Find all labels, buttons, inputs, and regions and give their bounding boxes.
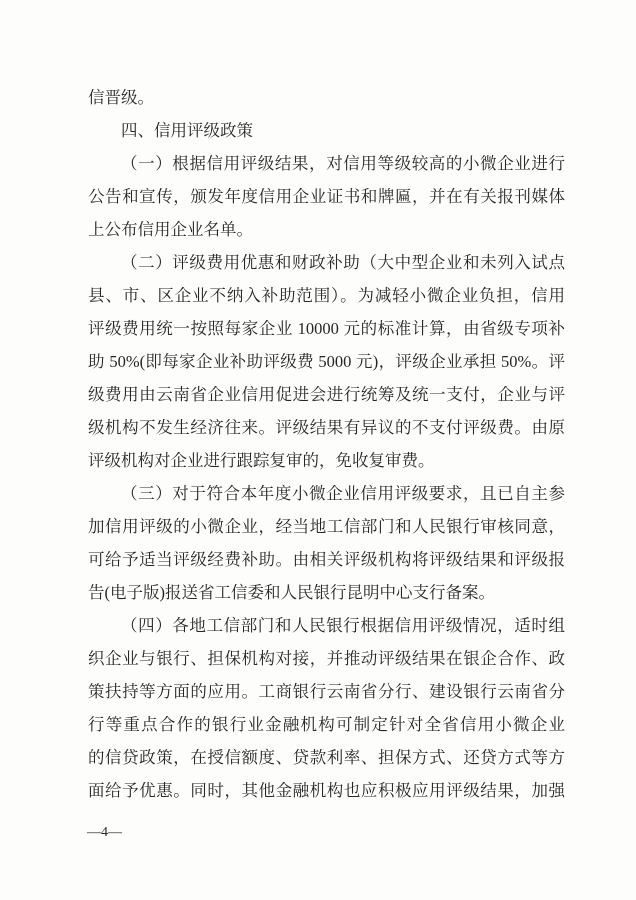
paragraph-line: 级费用由云南省企业信用促进会进行统筹及统一支付，企业与评: [88, 385, 565, 404]
paragraph-line: 上公布信用企业名单。: [88, 220, 253, 239]
paragraph-2: [88, 246, 565, 477]
paragraph-4: [88, 609, 565, 807]
paragraph-line: 级机构不发生经济往来。评级结果有异议的不支付评级费。由原: [88, 418, 565, 437]
paragraph-line: （二）评级费用优惠和财政补助（大中型企业和未列入试点: [121, 253, 565, 272]
paragraph-line: 评级费用统一按照每家企业 10000 元的标准计算，由省级专项补: [88, 319, 565, 338]
section-heading: 四、信用评级政策: [121, 121, 253, 140]
paragraph-line: 织企业与银行、担保机构对接，并推动评级结果在银企合作、政: [88, 649, 565, 668]
paragraph-line: 评级机构对企业进行跟踪复审的，免收复审费。: [88, 451, 435, 470]
paragraph-line: （四）各地工信部门和人民银行根据信用评级情况，适时组: [121, 616, 565, 635]
paragraph-line: 县、市、区企业不纳入补助范围）。为减轻小微企业负担，信用: [88, 286, 565, 305]
paragraph-line: 加信用评级的小微企业，经当地工信部门和人民银行审核同意，: [88, 517, 565, 536]
paragraph-line: 可给予适当评级经费补助。由相关评级机构将评级结果和评级报: [88, 550, 565, 569]
paragraph-line: 助 50%(即每家企业补助评级费 5000 元)，评级企业承担 50%。评: [88, 352, 565, 371]
paragraph-line: 告(电子版)报送省工信委和人民银行昆明中心支行备案。: [88, 583, 495, 602]
continuation-line: 信晋级。: [88, 88, 154, 107]
paragraph-line: （三）对于符合本年度小微企业信用评级要求，且已自主参: [121, 484, 565, 503]
paragraph-line: 公告和宣传，颁发年度信用企业证书和牌匾，并在有关报刊媒体: [88, 187, 565, 206]
paragraph-line: 策扶持等方面的应用。工商银行云南省分行、建设银行云南省分: [88, 682, 565, 701]
paragraph-line: 面给予优惠。同时，其他金融机构也应积极应用评级结果，加强: [88, 781, 565, 800]
paragraph-line: 的信贷政策，在授信额度、贷款利率、担保方式、还贷方式等方: [88, 748, 565, 767]
paragraph-line: （一）根据信用评级结果，对信用等级较高的小微企业进行: [121, 154, 565, 173]
paragraph-line: 行等重点合作的银行业金融机构可制定针对全省信用小微企业: [88, 715, 565, 734]
body-text: [88, 81, 565, 807]
page-number: —4—: [87, 825, 122, 840]
paragraph-3: [88, 477, 565, 609]
paragraph-1: [88, 147, 565, 246]
